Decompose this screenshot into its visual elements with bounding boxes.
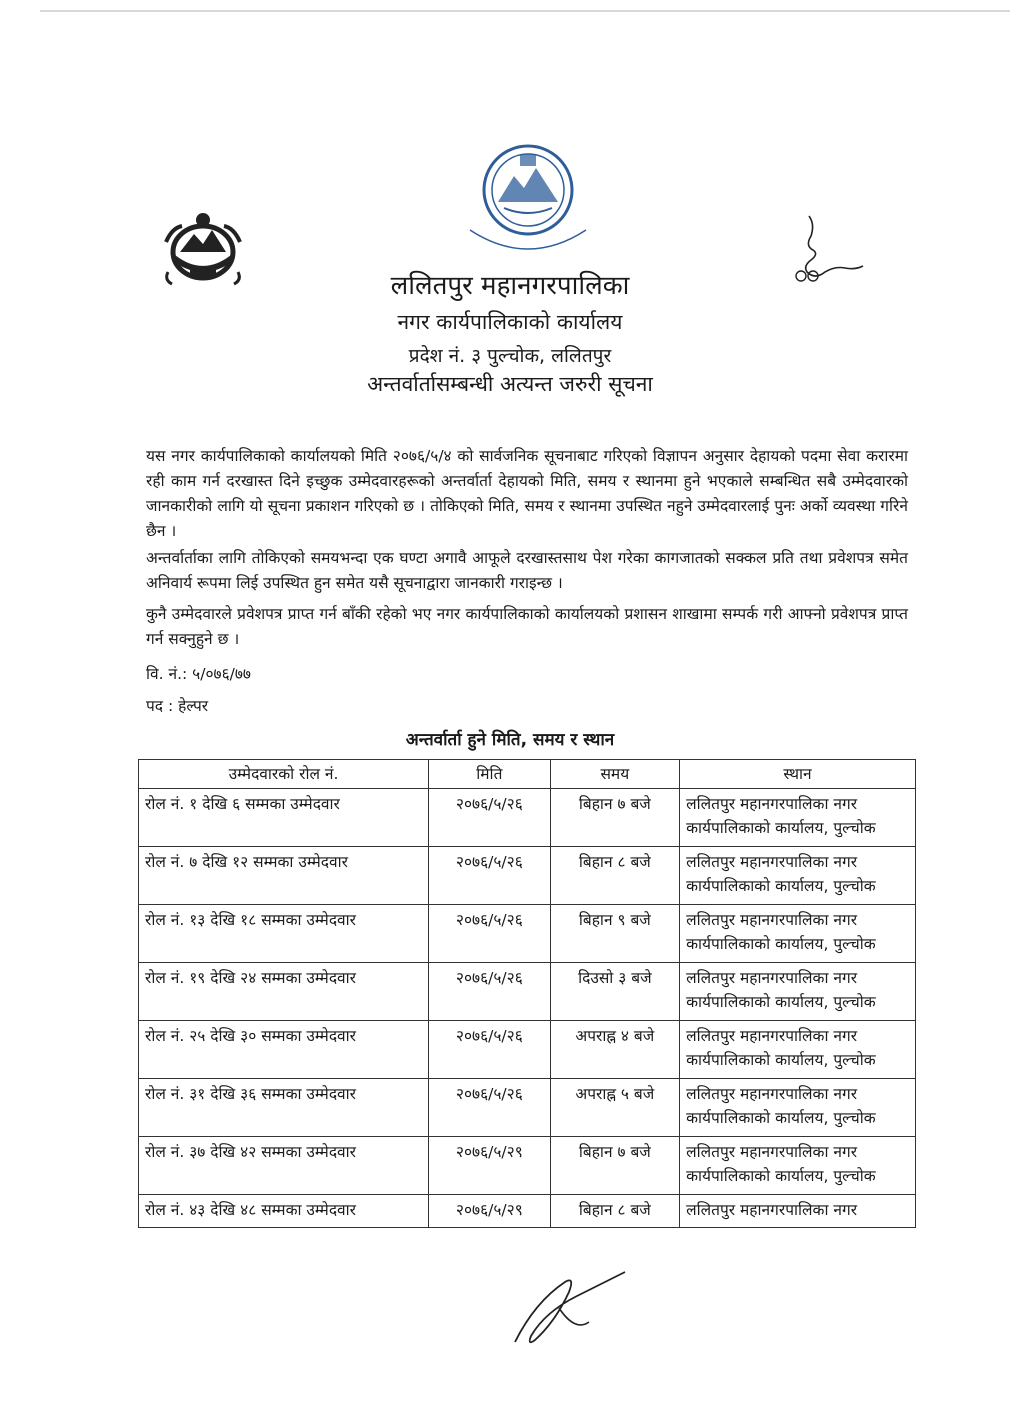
- interview-schedule-table: [138, 759, 916, 1228]
- table-row: [139, 847, 916, 905]
- date-cell: २०७६/५/२६: [429, 1021, 550, 1079]
- roll-cell: रोल नं. ७ देखि १२ सम्मका उम्मेदवार: [139, 847, 429, 905]
- time-cell: अपराह्न ४ बजे: [550, 1021, 680, 1079]
- place-line-1: ललितपुर महानगरपालिका नगर: [686, 1085, 858, 1103]
- roll-cell: रोल नं. ३७ देखि ४२ सम्मका उम्मेदवार: [139, 1137, 429, 1195]
- table-row: [139, 1137, 916, 1195]
- place-line-2: कार्यपालिकाको कार्यालय, पुल्चोक: [686, 877, 876, 895]
- place-line-1: ललितपुर महानगरपालिका नगर: [686, 1027, 858, 1045]
- table-row: [139, 1195, 916, 1228]
- lalitpur-metropolitan-seal-icon: [460, 138, 596, 262]
- place-line-2: कार्यपालिकाको कार्यालय, पुल्चोक: [686, 935, 876, 953]
- place-line-1: ललितपुर महानगरपालिका नगर: [686, 1201, 858, 1219]
- place-line-2: कार्यपालिकाको कार्यालय, पुल्चोक: [686, 819, 876, 837]
- header-date: मिति: [429, 760, 550, 789]
- roll-cell: रोल नं. ४३ देखि ४८ सम्मका उम्मेदवार: [139, 1195, 429, 1228]
- notice-paragraph-1: यस नगर कार्यपालिकाको कार्यालयको मिति २०७६/५/४ को सार्वजनिक सूचनाबाट गरिएको विज्ञापन अनुसार देहायको पदमा सेवा करारमा रही काम गर्न दरखास्त दिने इच्छुक उम्मेदवारहरूको अन्तर्वार्ता देहायको मिति, समय र स्थानमा हुने भएकाले सम्बन्धित सबै उम्मेदवारको जानकारीको लागि यो सूचना प्रकाशन गरिएको छ । तोकिएको मिति, समय र स्थानमा उपस्थित नहुने उम्मेदवारलाई पुनः अर्को व्यवस्था गरिने छैन ।: [146, 447, 908, 540]
- date-cell: २०७६/५/२९: [429, 1137, 550, 1195]
- roll-cell: रोल नं. ३१ देखि ३६ सम्मका उम्मेदवार: [139, 1079, 429, 1137]
- place-cell: [680, 1137, 916, 1195]
- top-divider: [40, 10, 1010, 12]
- place-cell: [680, 789, 916, 847]
- place-cell: [680, 905, 916, 963]
- place-cell: [680, 847, 916, 905]
- date-cell: २०७६/५/२६: [429, 1079, 550, 1137]
- header-roll: उम्मेदवारको रोल नं.: [139, 760, 429, 789]
- date-cell: २०७६/५/२६: [429, 963, 550, 1021]
- table-header-row: [139, 760, 916, 789]
- date-cell: २०७६/५/२६: [429, 847, 550, 905]
- date-cell: २०७६/५/२९: [429, 1195, 550, 1228]
- signature-icon: [505, 1262, 635, 1352]
- roll-cell: रोल नं. १९ देखि २४ सम्मका उम्मेदवार: [139, 963, 429, 1021]
- date-cell: २०७६/५/२६: [429, 905, 550, 963]
- time-cell: बिहान ७ बजे: [550, 789, 680, 847]
- place-line-2: कार्यपालिकाको कार्यालय, पुल्चोक: [686, 1109, 876, 1127]
- place-cell: [680, 963, 916, 1021]
- place-line-1: ललितपुर महानगरपालिका नगर: [686, 795, 858, 813]
- time-cell: बिहान ८ बजे: [550, 1195, 680, 1228]
- place-line-2: कार्यपालिकाको कार्यालय, पुल्चोक: [686, 1051, 876, 1069]
- notice-paragraph-3: कुनै उम्मेदवारले प्रवेशपत्र प्राप्त गर्न बाँकी रहेको भए नगर कार्यपालिकाको कार्यालयको प्रशासन शाखामा सम्पर्क गरी आफ्नो प्रवेशपत्र प्राप्त गर्न सक्नुहुने छ ।: [146, 605, 908, 648]
- place-cell: [680, 1079, 916, 1137]
- office-name: नगर कार्यपालिकाको कार्यालय: [397, 310, 623, 334]
- place-line-1: ललितपुर महानगरपालिका नगर: [686, 969, 858, 987]
- office-address: प्रदेश नं. ३ पुल्चोक, ललितपुर: [408, 345, 612, 367]
- table-caption: अन्तर्वार्ता हुने मिति, समय र स्थान: [405, 730, 615, 750]
- table-row: [139, 905, 916, 963]
- header-time: समय: [550, 760, 680, 789]
- ad-number: वि. नं.: ५/०७६/७७: [146, 665, 251, 683]
- header-place: स्थान: [680, 760, 916, 789]
- table-row: [139, 963, 916, 1021]
- place-line-1: ललितपुर महानगरपालिका नगर: [686, 911, 858, 929]
- place-line-2: कार्यपालिकाको कार्यालय, पुल्चोक: [686, 1167, 876, 1185]
- place-line-2: कार्यपालिकाको कार्यालय, पुल्चोक: [686, 993, 876, 1011]
- organization-name: ललितपुर महानगरपालिका: [390, 271, 630, 301]
- roll-cell: रोल नं. १३ देखि १८ सम्मका उम्मेदवार: [139, 905, 429, 963]
- time-cell: बिहान ८ बजे: [550, 847, 680, 905]
- time-cell: अपराह्न ५ बजे: [550, 1079, 680, 1137]
- table-row: [139, 1021, 916, 1079]
- notice-title: अन्तर्वार्तासम्बन्धी अत्यन्त जरुरी सूचना: [367, 372, 653, 396]
- notice-paragraph-2: अन्तर्वार्ताका लागि तोकिएको समयभन्दा एक घण्टा अगावै आफूले दरखास्तसाथ पेश गरेका कागजातको सक्कल प्रति तथा प्रवेशपत्र समेत अनिवार्य रूपमा लिई उपस्थित हुन समेत यसै सूचनाद्वारा जानकारी गराइन्छ ।: [146, 549, 908, 592]
- table-row: [139, 789, 916, 847]
- table-row: [139, 1079, 916, 1137]
- place-line-1: ललितपुर महानगरपालिका नगर: [686, 853, 858, 871]
- post-name: पद : हेल्पर: [146, 697, 209, 715]
- roll-cell: रोल नं. १ देखि ६ सम्मका उम्मेदवार: [139, 789, 429, 847]
- date-cell: २०७६/५/२६: [429, 789, 550, 847]
- place-line-1: ललितपुर महानगरपालिका नगर: [686, 1143, 858, 1161]
- place-cell: [680, 1195, 916, 1228]
- time-cell: बिहान ७ बजे: [550, 1137, 680, 1195]
- time-cell: दिउसो ३ बजे: [550, 963, 680, 1021]
- place-cell: [680, 1021, 916, 1079]
- time-cell: बिहान ९ बजे: [550, 905, 680, 963]
- roll-cell: रोल नं. २५ देखि ३० सम्मका उम्मेदवार: [139, 1021, 429, 1079]
